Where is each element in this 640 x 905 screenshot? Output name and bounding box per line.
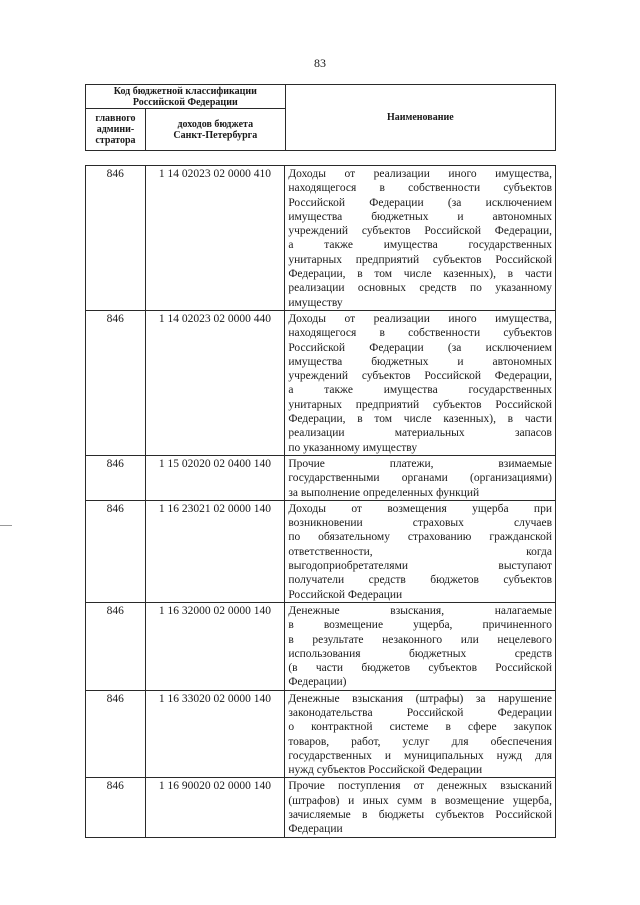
- header-admin-line-3: стратора: [95, 135, 136, 146]
- revenue-name-line: находящегося в собственности субъектов: [288, 327, 552, 340]
- table-row: [86, 166, 556, 311]
- revenue-name-line: получатели средств бюджетов субъектов: [288, 574, 552, 587]
- revenue-name-line: законодательства Российской Федерации: [288, 706, 552, 719]
- revenue-name-line: по обязательному страхованию гражданской: [288, 531, 552, 544]
- table-row: [86, 500, 556, 602]
- header-admin-line-1: главного: [95, 113, 136, 124]
- budget-code-cell: 1 14 02023 02 0000 440: [145, 310, 285, 455]
- revenue-name-line: использования бюджетных средств: [288, 647, 552, 660]
- admin-code-cell: 846: [86, 500, 146, 602]
- revenue-name-line: находящегося в собственности субъектов: [288, 182, 552, 195]
- revenue-name-line: в результате незаконного или нецелевого: [288, 633, 552, 646]
- revenue-name-line: товаров, работ, услуг для обеспечения: [288, 735, 552, 748]
- revenue-name-line: имущества бюджетных и автономных: [288, 355, 552, 368]
- budget-code-cell: 1 16 33020 02 0000 140: [145, 690, 285, 778]
- admin-code-cell: 846: [86, 690, 146, 778]
- revenue-name-line: Доходы от реализации иного имущества,: [288, 168, 552, 180]
- header-income-line-2: Санкт-Петербурга: [173, 129, 258, 141]
- revenue-name-line: учреждений субъектов Российской Федерации,: [288, 225, 552, 238]
- revenue-name-line: а также имущества государственных: [288, 239, 552, 252]
- page-number: 83: [314, 56, 326, 70]
- admin-code-cell: 846: [86, 166, 146, 311]
- table-header: [85, 84, 556, 151]
- header-admin-line-2: админи-: [96, 124, 135, 135]
- budget-code-cell: 1 16 32000 02 0000 140: [145, 602, 285, 690]
- revenue-name-cell: [285, 310, 556, 455]
- admin-code-cell: 846: [86, 602, 146, 690]
- revenue-name-line: по указанному имуществу: [288, 441, 418, 454]
- header-name-label: Наименование: [386, 112, 454, 123]
- revenue-table-body: [86, 166, 556, 838]
- revenue-name-line: Прочие поступления от денежных взысканий: [288, 780, 552, 793]
- revenue-name-line: учреждений субъектов Российской Федерации,: [288, 370, 552, 383]
- admin-code-cell: 846: [86, 455, 146, 500]
- revenue-name-cell: [285, 778, 556, 837]
- revenue-name-line: реализации основных средств по указанному: [288, 282, 552, 295]
- table-row: [86, 602, 556, 690]
- table-row: [86, 690, 556, 778]
- revenue-name-cell: [285, 166, 556, 311]
- revenue-name-line: Федерации, в том числе казенных), в части: [288, 413, 552, 426]
- revenue-name-line: государственными органами (организациями): [288, 472, 552, 485]
- header-name-column: [285, 85, 555, 151]
- budget-code-cell: 1 16 23021 02 0000 140: [145, 500, 285, 602]
- table-row: [86, 455, 556, 500]
- revenue-name-line: Федерации): [288, 676, 347, 689]
- revenue-name-line: Денежные взыскания, налагаемые: [288, 604, 552, 617]
- revenue-name-line: Доходы от реализации иного имущества,: [288, 312, 552, 325]
- revenue-name-line: Денежные взыскания (штрафы) за нарушение: [288, 692, 552, 705]
- revenue-name-line: Федерации, в том числе казенных), в части: [288, 268, 552, 281]
- revenue-name-line: Российской Федерации: [288, 588, 403, 601]
- header-budget-code-group: [86, 85, 286, 109]
- revenue-name-line: возникновении страховых случаев: [288, 517, 552, 530]
- admin-code-cell: 846: [86, 310, 146, 455]
- revenue-name-line: зачисляемые в бюджеты субъектов Российской: [288, 809, 552, 822]
- revenue-name-line: ответственности, когда: [288, 545, 552, 558]
- revenue-name-line: нужд субъектов Российской Федерации: [288, 764, 483, 777]
- header-admin-column: [86, 109, 146, 151]
- budget-code-cell: 1 16 90020 02 0000 140: [145, 778, 285, 837]
- revenue-name-line: реализации материальных запасов: [288, 427, 552, 440]
- revenue-name-line: имуществу: [288, 296, 343, 309]
- revenue-name-cell: [285, 690, 556, 778]
- revenue-name-line: унитарных предприятий субъектов Российской: [288, 398, 552, 411]
- margin-tick: [0, 525, 12, 526]
- revenue-name-line: а также имущества государственных: [288, 384, 552, 397]
- revenue-name-line: Российской Федерации (за исключением: [288, 341, 552, 354]
- header-group-line-2: Российской Федерации: [132, 96, 238, 108]
- revenue-name-cell: [285, 500, 556, 602]
- budget-code-cell: 1 15 02020 02 0400 140: [145, 455, 285, 500]
- revenue-name-line: Прочие платежи, взимаемые: [288, 457, 552, 470]
- revenue-name-cell: [285, 455, 556, 500]
- budget-code-cell: 1 14 02023 02 0000 410: [145, 166, 285, 311]
- revenue-name-line: Доходы от возмещения ущерба при: [288, 502, 552, 515]
- revenue-name-line: государственных и муниципальных нужд для: [288, 749, 552, 762]
- header-income-line-1: доходов бюджета: [177, 118, 254, 130]
- revenue-name-line: о контрактной системе в сфере закупок: [288, 721, 552, 734]
- revenue-name-line: выгодоприобретателями выступают: [288, 560, 552, 573]
- header-income-column: [145, 109, 285, 151]
- revenue-name-line: (штрафов) и иных сумм в возмещение ущерба,: [288, 794, 552, 807]
- revenue-name-line: Российской Федерации (за исключением: [288, 196, 552, 209]
- table-row: [86, 310, 556, 455]
- revenue-name-line: имущества бюджетных и автономных: [288, 210, 552, 223]
- header-group-line-1: Код бюджетной классификации: [113, 85, 257, 97]
- admin-code-cell: 846: [86, 778, 146, 837]
- revenue-name-cell: [285, 602, 556, 690]
- revenue-table: [85, 165, 556, 838]
- revenue-name-line: (в части бюджетов субъектов Российской: [288, 662, 552, 675]
- revenue-name-line: унитарных предприятий субъектов Российской: [288, 253, 552, 266]
- revenue-name-line: Федерации: [288, 823, 343, 836]
- table-row: [86, 778, 556, 837]
- revenue-name-line: за выполнение определенных функций: [288, 486, 480, 499]
- revenue-name-line: в возмещение ущерба, причиненного: [288, 619, 552, 632]
